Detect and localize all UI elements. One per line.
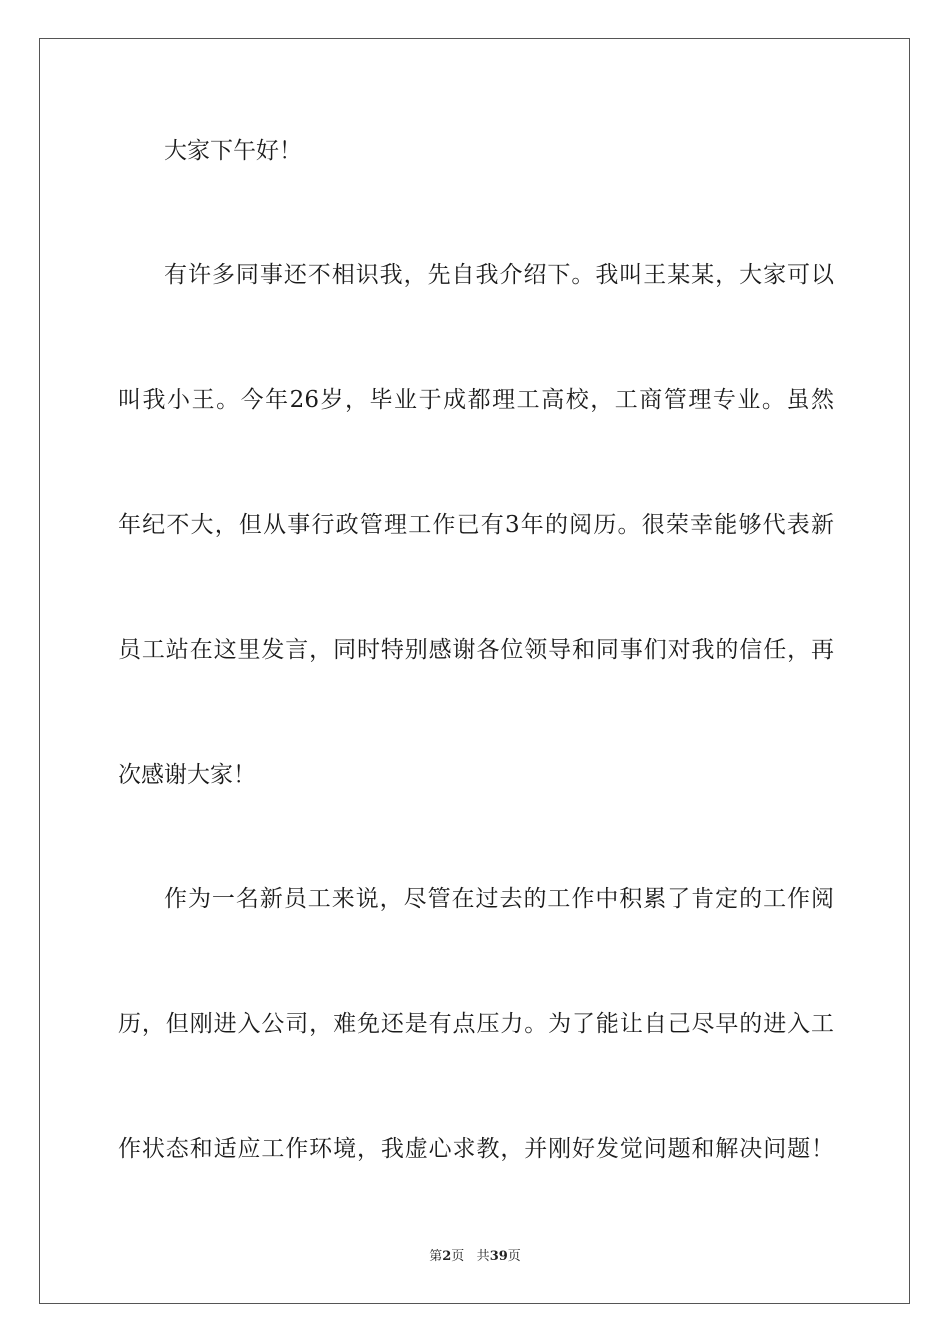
paragraph-2-line-2: 历，但刚进入公司，难免还是有点压力。为了能让自己尽早的进入工: [118, 1011, 834, 1037]
paragraph-1-line-1: 有许多同事还不相识我，先自我介绍下。我叫王某某，大家可以: [164, 262, 834, 288]
footer-current-page: 2: [442, 1249, 452, 1264]
paragraph-2-line-3: 作状态和适应工作环境，我虚心求教，并刚好发觉问题和解决问题！: [118, 1136, 834, 1162]
paragraph-1-line-2: 叫我小王。今年26岁，毕业于成都理工高校，工商管理专业。虽然: [118, 387, 834, 413]
page-frame: [39, 38, 910, 1304]
greeting-line: 大家下午好！: [164, 138, 302, 164]
paragraph-1-line-4: 员工站在这里发言，同时特别感谢各位领导和同事们对我的信任，再: [118, 637, 834, 663]
page-footer: [0, 1248, 950, 1266]
footer-total-pages: 39: [489, 1249, 508, 1264]
footer-prefix: 第: [429, 1249, 443, 1264]
footer-total-prefix: 共: [476, 1249, 490, 1264]
paragraph-1-line-5: 次感谢大家！: [118, 762, 256, 788]
footer-page-unit: 页: [451, 1249, 465, 1264]
paragraph-2-line-1: 作为一名新员工来说，尽管在过去的工作中积累了肯定的工作阅: [164, 886, 834, 912]
paragraph-1-line-3: 年纪不大，但从事行政管理工作已有3年的阅历。很荣幸能够代表新: [118, 512, 834, 538]
footer-total-unit: 页: [507, 1249, 521, 1264]
